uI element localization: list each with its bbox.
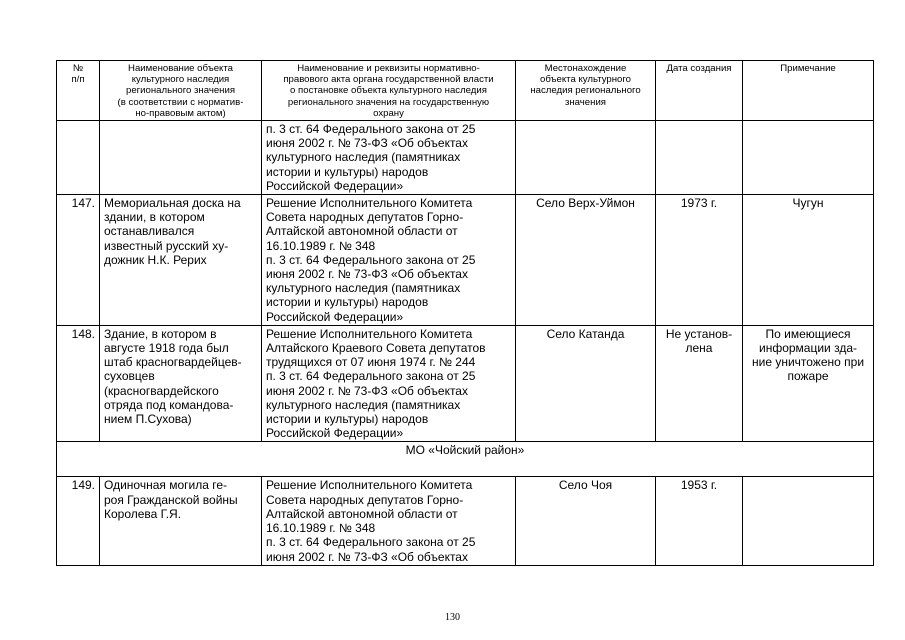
table-row: [57, 195, 874, 326]
section-row: [57, 442, 874, 477]
table-header-row: [57, 61, 874, 121]
date-cell: 1953 г.: [656, 477, 743, 565]
location-cell: Село Чоя: [516, 477, 656, 565]
table-row: [57, 477, 874, 565]
legal-act-cell: Решение Исполнительного Комитета Совета народных депутатов Горно- Алтайской автономной области от 16.10.1989 г. № 348 п. 3 ст. 64 Федерального закона от 25 июня 2002 г. № 73-ФЗ «Об объектах культурного наследия (памятниках истории и культуры) народов Российской Федерации»: [262, 195, 516, 326]
page-number: 130: [445, 612, 460, 623]
date-cell: 1973 г.: [656, 195, 743, 326]
row-number: 148.: [57, 325, 100, 442]
note-cell: Чугун: [743, 195, 874, 326]
header-note: Примечание: [743, 61, 874, 121]
object-name-cell: Мемориальная доска на здании, в котором останавливался известный русский ху- дожник Н.К. Рерих: [100, 195, 262, 326]
row-number: [57, 121, 100, 195]
header-creation-date: Дата создания: [656, 61, 743, 121]
note-cell: [743, 477, 874, 565]
header-legal-act: Наименование и реквизиты нормативно- правового акта органа государственной власти о постановке объекта культурного наследия регионального значения на государственную охрану: [262, 61, 516, 121]
row-number: 147.: [57, 195, 100, 326]
location-cell: Село Верх-Уймон: [516, 195, 656, 326]
header-number: № п/п: [57, 61, 100, 121]
row-number: 149.: [57, 477, 100, 565]
location-cell: [516, 121, 656, 195]
legal-act-cell: Решение Исполнительного Комитета Совета народных депутатов Горно- Алтайской автономной области от 16.10.1989 г. № 348 п. 3 ст. 64 Федерального закона от 25 июня 2002 г. № 73-ФЗ «Об объектах: [262, 477, 516, 565]
date-cell: [656, 121, 743, 195]
object-name-cell: Одиночная могила ге- роя Гражданской войны Королева Г.Я.: [100, 477, 262, 565]
header-object-name: Наименование объекта культурного наследия регионального значения (в соответствии с норматив- но-правовым актом): [100, 61, 262, 121]
note-cell: По имеющиеся информации зда- ние уничтожено при пожаре: [743, 325, 874, 442]
object-name-cell: [100, 121, 262, 195]
table-row: [57, 121, 874, 195]
object-name-cell: Здание, в котором в августе 1918 года был штаб красногвардейцев- суховцев (красногвардейского отряда под командова- нием П.Сухова): [100, 325, 262, 442]
table-row: [57, 325, 874, 442]
header-location: Местонахождение объекта культурного наследия регионального значения: [516, 61, 656, 121]
date-cell: Не установ- лена: [656, 325, 743, 442]
legal-act-cell: п. 3 ст. 64 Федерального закона от 25 июня 2002 г. № 73-ФЗ «Об объектах культурного наследия (памятниках истории и культуры) народов Российской Федерации»: [262, 121, 516, 195]
legal-act-cell: Решение Исполнительного Комитета Алтайского Краевого Совета депутатов трудящихся от 07 июня 1974 г. № 244 п. 3 ст. 64 Федерального закона от 25 июня 2002 г. № 73-ФЗ «Об объектах культурного наследия (памятниках истории и культуры) народов Российской Федерации»: [262, 325, 516, 442]
section-title: МО «Чойский район»: [57, 442, 874, 477]
heritage-table: [56, 60, 874, 566]
note-cell: [743, 121, 874, 195]
location-cell: Село Катанда: [516, 325, 656, 442]
